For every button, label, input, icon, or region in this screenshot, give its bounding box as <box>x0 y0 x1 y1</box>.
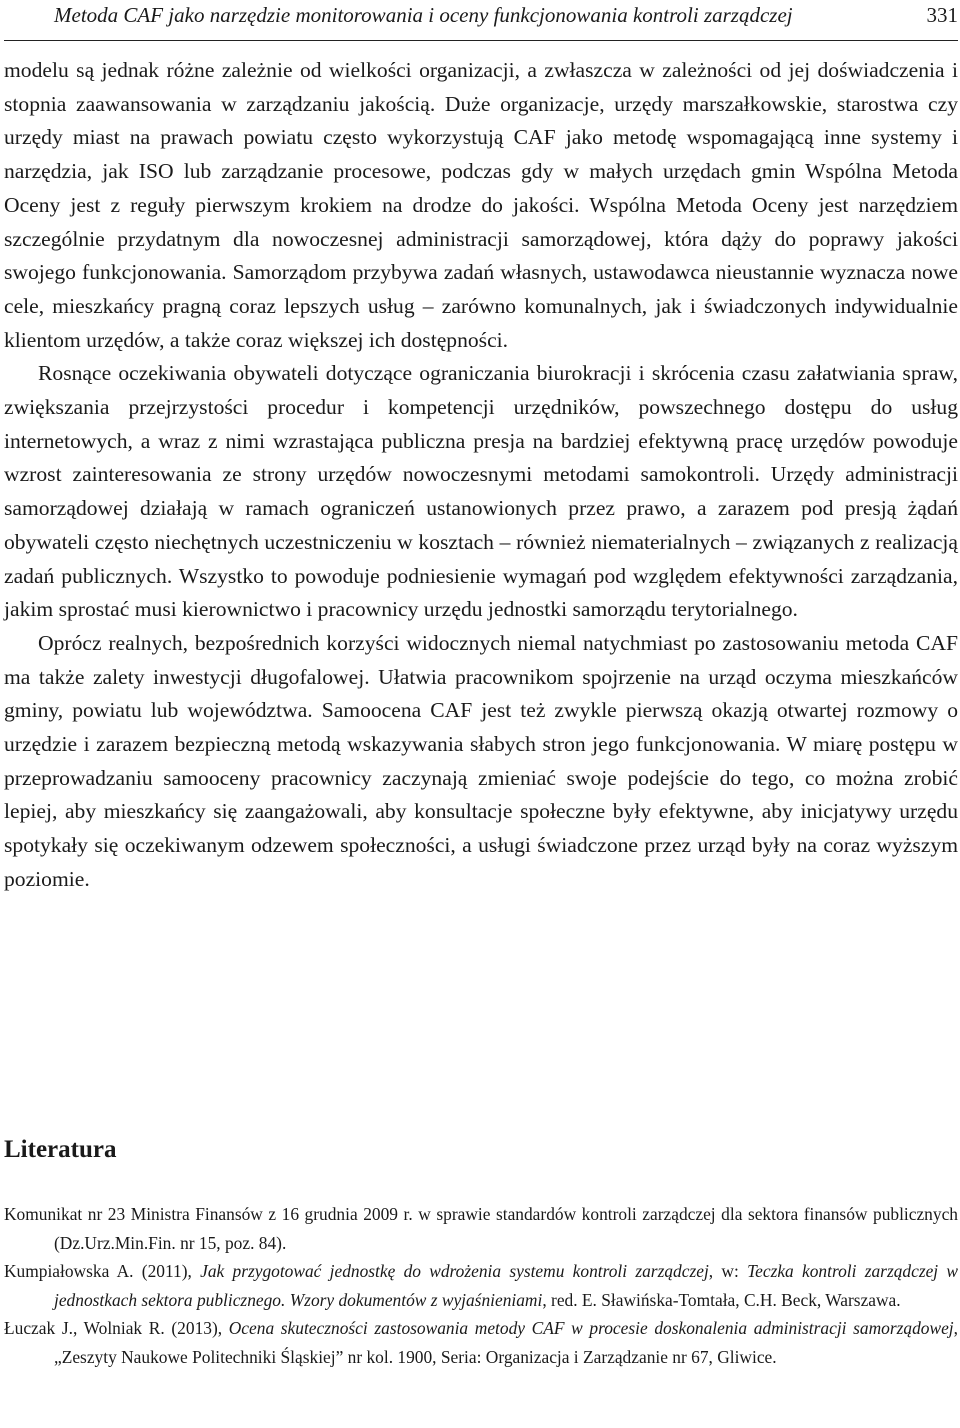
reference-authors: Kumpiałowska A. (2011), <box>4 1261 201 1282</box>
reference-middle: , w: <box>708 1261 748 1282</box>
reference-authors: Komunikat nr 23 Ministra Finansów z 16 grudnia 2009 r. w sprawie standardów kontroli zarządczej dla sektora finansów publicznych (Dz.Urz.Min.Fin. nr 15, poz. 84). <box>4 1204 958 1253</box>
reference-authors: Łuczak J., Wolniak R. (2013), <box>4 1318 229 1339</box>
running-header <box>54 2 958 28</box>
reference-entry <box>4 1314 958 1371</box>
header-rule <box>4 40 958 41</box>
reference-publisher: , „Zeszyty Naukowe Politechniki Śląskiej” nr kol. 1900, Seria: Organizacja i Zarządzanie nr 67, Gliwice. <box>54 1318 958 1367</box>
reference-title: Jak przygotować jednostkę do wdrożenia systemu kontroli zarządczej <box>200 1261 709 1282</box>
paragraph: Rosnące oczekiwania obywateli dotyczące ograniczania biurokracji i skrócenia czasu załatwiania spraw, zwiększania przejrzystości procedur i kompetencji urzędników, powszechnego dostępu do usług internetowych, a wraz z nimi wzrastająca publiczna presja na bardziej efektywną pracę urzędów powoduje wzrost zainteresowania ze strony urzędów nowoczesnymi metodami samokontroli. Urzędy administracji samorządowej działają w ramach ograniczeń ustanowionych przez prawo, a zarazem pod presją żądań obywateli często niechętnych uczestniczeniu w kosztach – również niematerialnych – związanych z realizacją zadań publicznych. Wszystko to powoduje podniesienie wymagań pod względem efektywności zarządzania, jakim sprostać musi kierownictwo i pracownicy urzędu jednostki samorządu terytorialnego. <box>4 361 958 622</box>
running-title: Metoda CAF jako narzędzie monitorowania i oceny funkcjonowania kontroli zarządczej <box>54 3 793 27</box>
reference-entry <box>4 1257 958 1314</box>
section-heading-literatura: Literatura <box>4 1136 117 1163</box>
reference-title: Ocena skuteczności zastosowania metody CAF w procesie doskonalenia administracji samorządowej <box>228 1318 954 1339</box>
reference-publisher: , red. E. Sławińska-Tomtała, C.H. Beck, Warszawa. <box>542 1289 901 1310</box>
paragraph: Oprócz realnych, bezpośrednich korzyści widocznych niemal natychmiast po zastosowaniu metoda CAF ma także zalety inwestycji długofalowej. Ułatwia pracownikom spojrzenie na urząd oczyma mieszkańców gminy, powiatu lub województwa. Samoocena CAF jest też zwykle pierwszą okazją otwartej rozmowy o urzędzie i zarazem bezpieczną metodą wskazywania słabych stron jego funkcjonowania. W miarę postępu w przeprowadzaniu samooceny pracownicy zaczynają zmieniać swoje podejście do tego, co można zrobić lepiej, aby mieszkańcy się zaangażowali, aby konsultacje społeczne były efektywne, aby inicjatywy urzędu spotykały się oczekiwanym odzewem społeczności, a usługi świadczone przez urząd były na coraz wyższym poziomie. <box>4 630 958 891</box>
reference-collection-title: Teczka kontroli zarządczej w jednostkach sektora publicznego. Wzory dokumentów z wyjaśnieniami <box>54 1261 959 1310</box>
body-text <box>4 54 958 897</box>
reference-list <box>4 1200 958 1372</box>
page-number: 331 <box>926 3 958 27</box>
paragraph: modelu są jednak różne zależnie od wielkości organizacji, a zwłaszcza w zależności od jej doświadczenia i stopnia zaawansowania w zarządzaniu jakością. Duże organizacje, urzędy marszałkowskie, starostwa czy urzędy miast na prawach powiatu często wykorzystują CAF jako metodę wspomagającą inne systemy i narzędzia, jak ISO lub zarządzanie procesowe, podczas gdy w małych urzędach gmin Wspólna Metoda Oceny jest z reguły pierwszym krokiem na drodze do jakości. Wspólna Metoda Oceny jest narzędziem szczególnie przydatnym dla nowoczesnej administracji samorządowej, która dąży do poprawy jakości swojego funkcjonowania. Samorządom przybywa zadań własnych, ustawodawca nieustannie wyznacza nowe cele, mieszkańcy pragną coraz lepszych usług – zarówno komunalnych, jak i świadczonych indywidualnie klientom urzędów, a także coraz większej ich dostępności. <box>4 58 958 352</box>
reference-entry <box>4 1200 958 1257</box>
